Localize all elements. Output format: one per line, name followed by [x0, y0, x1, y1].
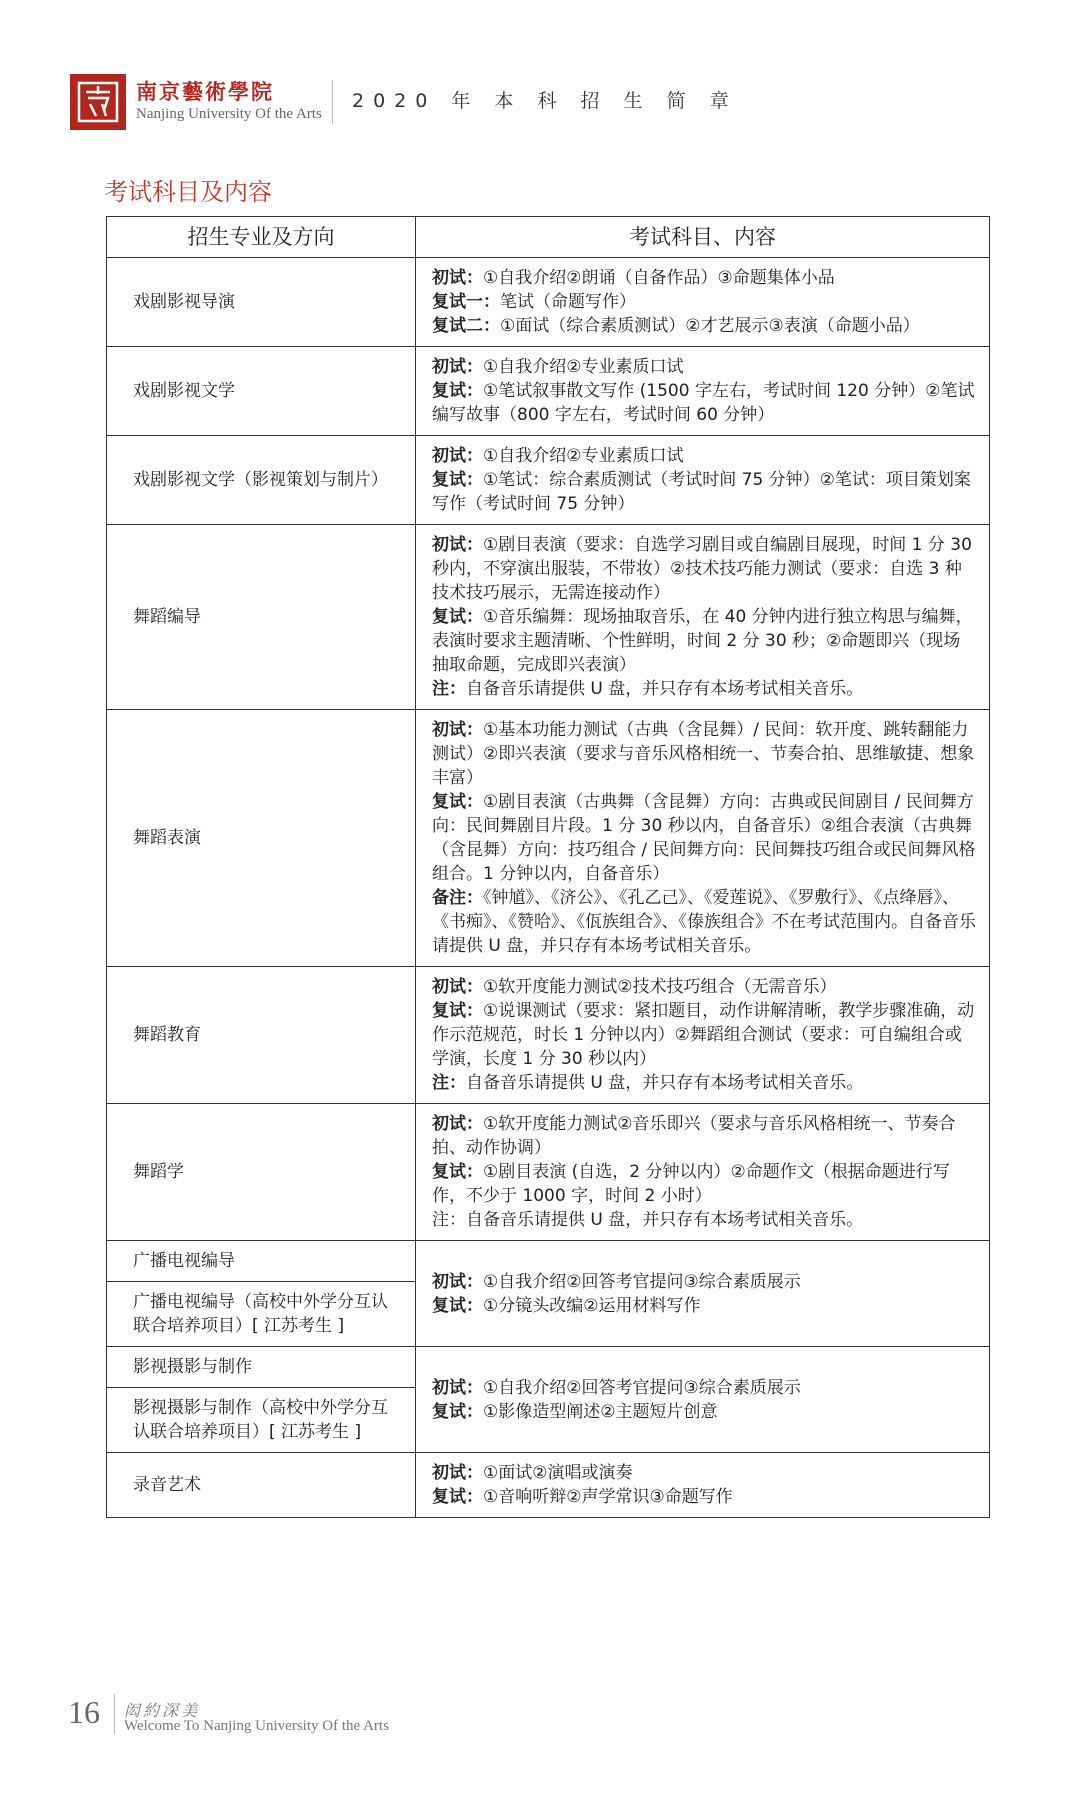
major-name: 影视摄影与制作: [107, 1347, 416, 1388]
exam-stage-label: 初试：: [432, 357, 483, 377]
major-name: 录音艺术: [107, 1453, 416, 1518]
exam-stage-text: ①笔试叙事散文写作 (1500 字左右，考试时间 120 分钟）②笔试编写故事（800 字左右，考试时间 60 分钟）: [432, 381, 975, 425]
exam-line: [432, 605, 977, 677]
footer-slogan-cn: 闳約深美: [124, 1701, 201, 1720]
exam-stage-label: 复试：: [432, 381, 483, 401]
exam-stage-text: ①说课测试（要求：紧扣题目，动作讲解清晰，教学步骤准确，动作示范规范，时长 1 分钟以内）②舞蹈组合测试（要求：可自编组合或学演，长度 1 分 30 秒以内）: [432, 1001, 975, 1069]
exam-stage-label: 复试一：: [432, 292, 500, 312]
exam-stage-label: 复试：: [432, 470, 483, 490]
table-row: [107, 258, 990, 347]
exam-subjects-table: [106, 216, 990, 1518]
table-row: [107, 710, 990, 967]
exam-content: [416, 525, 990, 710]
table-body: [107, 258, 990, 1518]
footer-slogan-en: Welcome To Nanjing University Of the Arts: [124, 1718, 389, 1734]
major-name: 舞蹈表演: [107, 710, 416, 967]
exam-stage-text: ①软开度能力测试②音乐即兴（要求与音乐风格相统一、节奏合拍、动作协调）: [432, 1114, 956, 1158]
major-name: 广播电视编导（高校中外学分互认联合培养项目）[ 江苏考生 ]: [107, 1282, 416, 1347]
exam-stage-label: 初试：: [432, 1271, 483, 1292]
exam-stage-label: 复试：: [432, 1487, 483, 1507]
exam-stage-label: 初试：: [432, 535, 483, 555]
exam-content: [416, 436, 990, 525]
exam-stage-label: 注：: [432, 679, 466, 699]
exam-line: [432, 314, 977, 338]
exam-stage-text: 自备音乐请提供 U 盘，并只存有本场考试相关音乐。: [466, 1073, 864, 1093]
exam-line: [432, 468, 977, 516]
exam-stage-label: 复试：: [432, 792, 483, 812]
exam-stage-label: 初试：: [432, 1114, 483, 1134]
exam-stage-label: 复试：: [432, 1001, 483, 1021]
exam-stage-text: ①面试②演唱或演奏: [483, 1463, 633, 1483]
exam-line: [432, 379, 977, 427]
column-header-major: 招生专业及方向: [107, 217, 416, 258]
exam-stage-label: 复试：: [432, 1401, 483, 1422]
brochure-title: 2020 年 本 科 招 生 简 章: [352, 90, 738, 112]
table-header-row: [107, 217, 990, 258]
exam-content: [416, 1453, 990, 1518]
table-row: [107, 1104, 990, 1241]
exam-line: [432, 1270, 977, 1294]
exam-stage-label: 初试：: [432, 720, 483, 740]
header-divider: [332, 80, 333, 124]
major-name: 舞蹈教育: [107, 967, 416, 1104]
exam-stage-label: 备注：: [432, 888, 483, 908]
exam-stage-text: ①软开度能力测试②技术技巧组合（无需音乐）: [483, 977, 837, 997]
exam-stage-label: 复试：: [432, 1162, 483, 1182]
exam-stage-label: 注：: [432, 1073, 466, 1093]
major-name: 戏剧影视导演: [107, 258, 416, 347]
exam-stage-text: ①音乐编舞：现场抽取音乐，在 40 分钟内进行独立构思与编舞，表演时要求主题清晰、个性鲜明，时间 2 分 30 秒；②命题即兴（现场抽取命题，完成即兴表演）: [432, 607, 973, 675]
exam-stage-text: ①自我介绍②朗诵（自备作品）③命题集体小品: [483, 268, 835, 288]
university-logo: [70, 74, 126, 130]
exam-stage-text: ①笔试：综合素质测试（考试时间 75 分钟）②笔试：项目策划案写作（考试时间 75 分钟）: [432, 470, 971, 514]
column-header-content: 考试科目、内容: [416, 217, 990, 258]
university-name-cn: 南京藝術學院: [136, 79, 274, 104]
exam-stage-text: 笔试（命题写作）: [500, 292, 636, 312]
table-row: [107, 967, 990, 1104]
exam-line: [432, 677, 977, 701]
exam-line: [432, 886, 977, 958]
page-header: [70, 74, 1020, 144]
exam-line: [432, 1376, 977, 1400]
table-row: [107, 436, 990, 525]
major-name: 影视摄影与制作（高校中外学分互认联合培养项目）[ 江苏考生 ]: [107, 1388, 416, 1453]
exam-line: [432, 355, 977, 379]
exam-line: [432, 533, 977, 605]
table-row: [107, 1347, 990, 1388]
table-row: [107, 347, 990, 436]
exam-stage-label: 初试：: [432, 1377, 483, 1398]
exam-line: [432, 790, 977, 886]
table-row: [107, 525, 990, 710]
exam-stage-text: ①影像造型阐述②主题短片创意: [483, 1401, 718, 1422]
exam-stage-text: ①剧目表演（古典舞（含昆舞）方向：古典或民间剧目 / 民间舞方向：民间舞剧目片段。1 分 30 秒以内，自备音乐）②组合表演（古典舞（含昆舞）方向：技巧组合 / 民间舞方向：民间舞技巧组合或民间舞风格组合。1 分钟以内，自备音乐）: [432, 792, 976, 884]
exam-content: [416, 1241, 990, 1347]
exam-stage-label: 复试：: [432, 607, 483, 627]
exam-line: [432, 290, 977, 314]
exam-stage-text: ①自我介绍②回答考官提问③综合素质展示: [483, 1271, 801, 1292]
exam-stage-label: 初试：: [432, 977, 483, 997]
exam-stage-text: 自备音乐请提供 U 盘，并只存有本场考试相关音乐。: [466, 679, 864, 699]
exam-stage-text: ①面试（综合素质测试）②才艺展示③表演（命题小品）: [500, 316, 920, 336]
exam-stage-label: 复试：: [432, 1295, 483, 1316]
exam-stage-text: ①自我介绍②专业素质口试: [483, 446, 684, 466]
exam-line: [432, 1461, 977, 1485]
exam-content: [416, 710, 990, 967]
exam-line: [432, 999, 977, 1071]
page-number: 16: [68, 1694, 100, 1730]
exam-content: [416, 967, 990, 1104]
exam-content: [416, 258, 990, 347]
exam-stage-text: ①自我介绍②回答考官提问③综合素质展示: [483, 1377, 801, 1398]
exam-stage-text: ①自我介绍②专业素质口试: [483, 357, 684, 377]
exam-line: [432, 1400, 977, 1424]
exam-stage-label: 初试：: [432, 268, 483, 288]
footer-divider: [114, 1694, 115, 1734]
major-name: 戏剧影视文学: [107, 347, 416, 436]
exam-stage-text: ①剧目表演（要求：自选学习剧目或自编剧目展现，时间 1 分 30 秒内，不穿演出服装，不带妆）②技术技巧能力测试（要求：自选 3 种技术技巧展示，无需连接动作）: [432, 535, 972, 603]
exam-stage-text: ①分镜头改编②运用材料写作: [483, 1295, 701, 1316]
logo-emblem-icon: [76, 80, 120, 124]
exam-stage-text: ①基本功能力测试（古典（含昆舞）/ 民间：软开度、跳转翻能力测试）②即兴表演（要求与音乐风格相统一、节奏合拍、思维敏捷、想象丰富）: [432, 720, 975, 788]
major-name: 舞蹈学: [107, 1104, 416, 1241]
exam-stage-text: 《钟馗》、《济公》、《孔乙己》、《爱莲说》、《罗敷行》、《点绛唇》、《书痴》、《赞哈》、《佤族组合》、《傣族组合》不在考试范围内。自备音乐请提供 U 盘，并只存有本场考试相关音乐。: [432, 888, 976, 956]
table-row: [107, 1453, 990, 1518]
exam-content: [416, 347, 990, 436]
exam-line: [432, 444, 977, 468]
university-name-en: Nanjing University Of the Arts: [136, 106, 322, 122]
table-row: [107, 1241, 990, 1282]
exam-stage-label: 复试二：: [432, 316, 500, 336]
major-name: 戏剧影视文学（影视策划与制片）: [107, 436, 416, 525]
exam-content: [416, 1104, 990, 1241]
exam-stage-text: 注：自备音乐请提供 U 盘，并只存有本场考试相关音乐。: [432, 1210, 864, 1230]
exam-stage-text: ①音响听辩②声学常识③命题写作: [483, 1487, 733, 1507]
exam-line: [432, 718, 977, 790]
major-name: 舞蹈编导: [107, 525, 416, 710]
section-title: 考试科目及内容: [104, 178, 272, 206]
exam-line: [432, 1485, 977, 1509]
exam-line: [432, 1294, 977, 1318]
exam-line: [432, 1160, 977, 1208]
exam-stage-label: 初试：: [432, 446, 483, 466]
exam-line: [432, 1208, 977, 1232]
exam-stage-text: ①剧目表演 (自选，2 分钟以内）②命题作文（根据命题进行写作，不少于 1000 字，时间 2 小时）: [432, 1162, 950, 1206]
major-name: 广播电视编导: [107, 1241, 416, 1282]
exam-line: [432, 975, 977, 999]
exam-content: [416, 1347, 990, 1453]
exam-line: [432, 1112, 977, 1160]
exam-line: [432, 266, 977, 290]
exam-line: [432, 1071, 977, 1095]
exam-stage-label: 初试：: [432, 1463, 483, 1483]
